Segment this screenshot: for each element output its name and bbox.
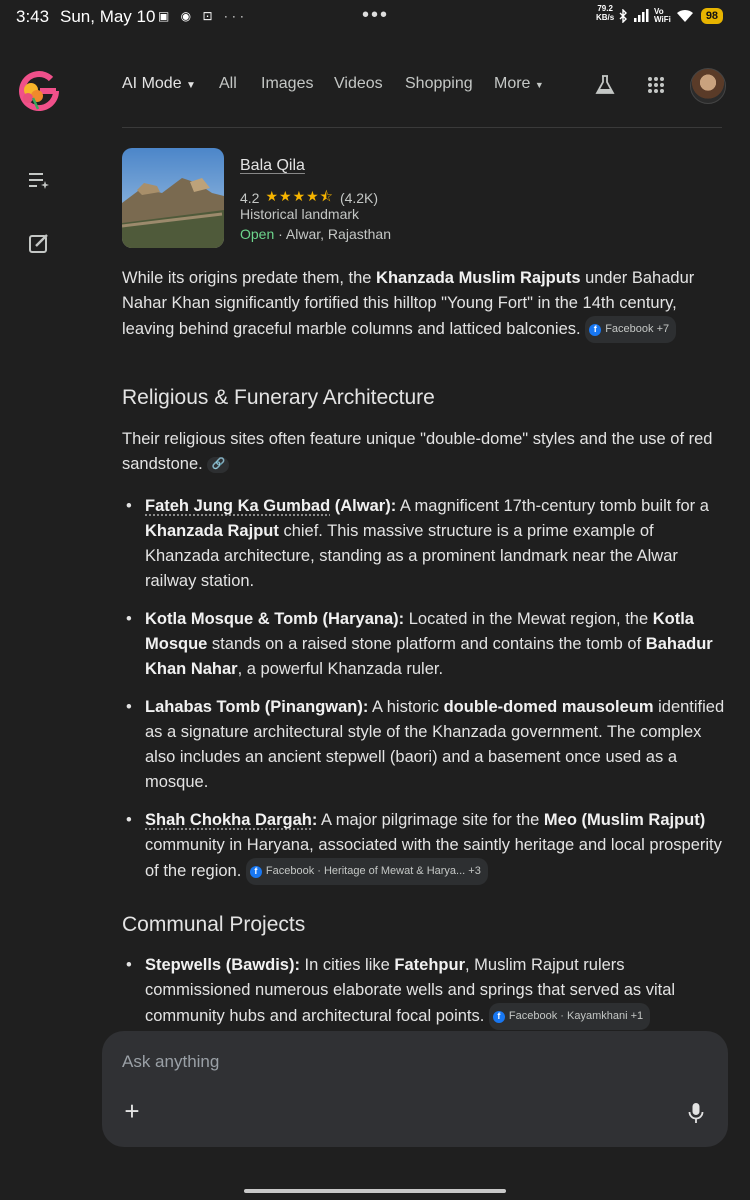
tab-ai-mode[interactable]: AI Mode ▼ bbox=[122, 75, 196, 92]
place-status: Open · Alwar, Rajasthan bbox=[240, 226, 391, 242]
tab-more[interactable]: More ▼ bbox=[494, 75, 544, 92]
intro-paragraph: While its origins predate them, the Khanzada Muslim Rajputs under Bahadur Nahar Khan significantly fortified this hilltop "Young Fort" in the 14th century, leaving behind graceful marble columns and latticed balconies. f Facebook +7 bbox=[122, 266, 728, 343]
communal-list bbox=[122, 953, 728, 1030]
status-right-icons bbox=[618, 6, 723, 26]
ask-input-box[interactable] bbox=[102, 1031, 728, 1147]
new-chat-icon[interactable] bbox=[24, 228, 54, 258]
search-nav bbox=[100, 66, 740, 104]
chevron-down-icon: ▼ bbox=[186, 80, 196, 91]
section-heading-religious: Religious & Funerary Architecture bbox=[122, 386, 435, 409]
facebook-icon: f bbox=[250, 866, 262, 878]
place-type: Historical landmark bbox=[240, 206, 360, 222]
star-rating-icon: ★★★★⯪ bbox=[265, 188, 334, 204]
link-icon[interactable]: 🔗 bbox=[207, 457, 229, 473]
signal-icon bbox=[633, 9, 649, 23]
home-indicator[interactable] bbox=[244, 1189, 506, 1193]
vowifi-icon: Vo WiFi bbox=[654, 7, 671, 24]
divider bbox=[122, 127, 722, 128]
section-intro: Their religious sites often feature unique "double-dome" styles and the use of red sandstone. 🔗 bbox=[122, 430, 713, 473]
bluetooth-icon bbox=[618, 9, 628, 23]
status-bar bbox=[0, 0, 750, 32]
plus-icon[interactable]: + bbox=[124, 1095, 140, 1126]
status-date: Sun, May 10 bbox=[60, 7, 156, 26]
place-card[interactable] bbox=[122, 148, 722, 250]
list-item: • Shah Chokha Dargah: A major pilgrimage site for the Meo (Muslim Rajput) community in Haryana, associated with the saintly heritage and local prosperity of the region. f Facebook · Heritage of Mewat & Harya... +3 bbox=[122, 808, 728, 885]
place-rating: 4.2 ★★★★⯪ (4.2K) bbox=[240, 186, 378, 210]
more-dots-icon[interactable]: ••• bbox=[362, 4, 390, 26]
status-time: 3:43 bbox=[16, 7, 50, 26]
chevron-down-icon: ▼ bbox=[534, 80, 544, 90]
list-item: • Stepwells (Bawdis): In cities like Fatehpur, Muslim Rajput rulers commissioned numerous elaborate wells and springs that served as vital community hubs and architectural focal points. f Facebook · Kayamkhani +1 bbox=[122, 953, 728, 1030]
notification-icons: ▣ ◉ ⊡ ··· bbox=[158, 9, 248, 23]
entity-link[interactable]: Fateh Jung Ka Gumbad bbox=[145, 497, 331, 515]
list-item: • Fateh Jung Ka Gumbad (Alwar): A magnificent 17th-century tomb built for a Khanzada Rajput chief. This massive structure is a prime example of Khanzada architecture, standing as a prominent landmark near the Alwar railway station. bbox=[122, 494, 728, 594]
source-chip[interactable]: f Facebook · Kayamkhani +1 bbox=[489, 1003, 650, 1030]
entity-link[interactable]: Shah Chokha Dargah bbox=[145, 811, 312, 829]
flask-icon[interactable] bbox=[590, 70, 620, 100]
source-chip[interactable]: f Facebook · Heritage of Mewat & Harya... +3 bbox=[246, 858, 488, 885]
ask-input[interactable]: Ask anything bbox=[122, 1052, 220, 1071]
avatar[interactable] bbox=[690, 68, 726, 104]
wifi-icon bbox=[676, 9, 694, 23]
place-photo[interactable] bbox=[122, 148, 224, 248]
facebook-icon: f bbox=[589, 324, 601, 336]
section-heading-communal: Communal Projects bbox=[122, 913, 306, 936]
source-chip[interactable]: f Facebook +7 bbox=[585, 316, 676, 343]
battery-badge: 98 bbox=[701, 8, 723, 24]
google-ai-logo-icon[interactable] bbox=[16, 68, 62, 114]
apps-grid-icon[interactable] bbox=[641, 70, 671, 100]
left-rail bbox=[0, 32, 78, 1200]
history-icon[interactable] bbox=[24, 166, 54, 196]
list-item: • Lahabas Tomb (Pinangwan): A historic double-domed mausoleum identified as a signature architectural style of the Khanzada government. The complex also includes an ancient stepwell (baori) and a basement once used as a mosque. bbox=[122, 695, 728, 795]
list-item: • Kotla Mosque & Tomb (Haryana): Located in the Mewat region, the Kotla Mosque stands on a raised stone platform and contains the tomb of Bahadur Khan Nahar, a powerful Khanzada ruler. bbox=[122, 607, 728, 682]
facebook-icon: f bbox=[493, 1011, 505, 1023]
tab-images[interactable]: Images bbox=[261, 75, 314, 92]
architecture-list bbox=[122, 494, 728, 885]
network-speed: 79.2 KB/s bbox=[596, 4, 615, 22]
tab-videos[interactable]: Videos bbox=[334, 75, 383, 92]
tab-shopping[interactable]: Shopping bbox=[405, 75, 473, 92]
mic-icon[interactable] bbox=[684, 1101, 708, 1125]
tab-all[interactable]: All bbox=[219, 75, 237, 92]
place-name-link[interactable]: Bala Qila bbox=[240, 157, 305, 174]
